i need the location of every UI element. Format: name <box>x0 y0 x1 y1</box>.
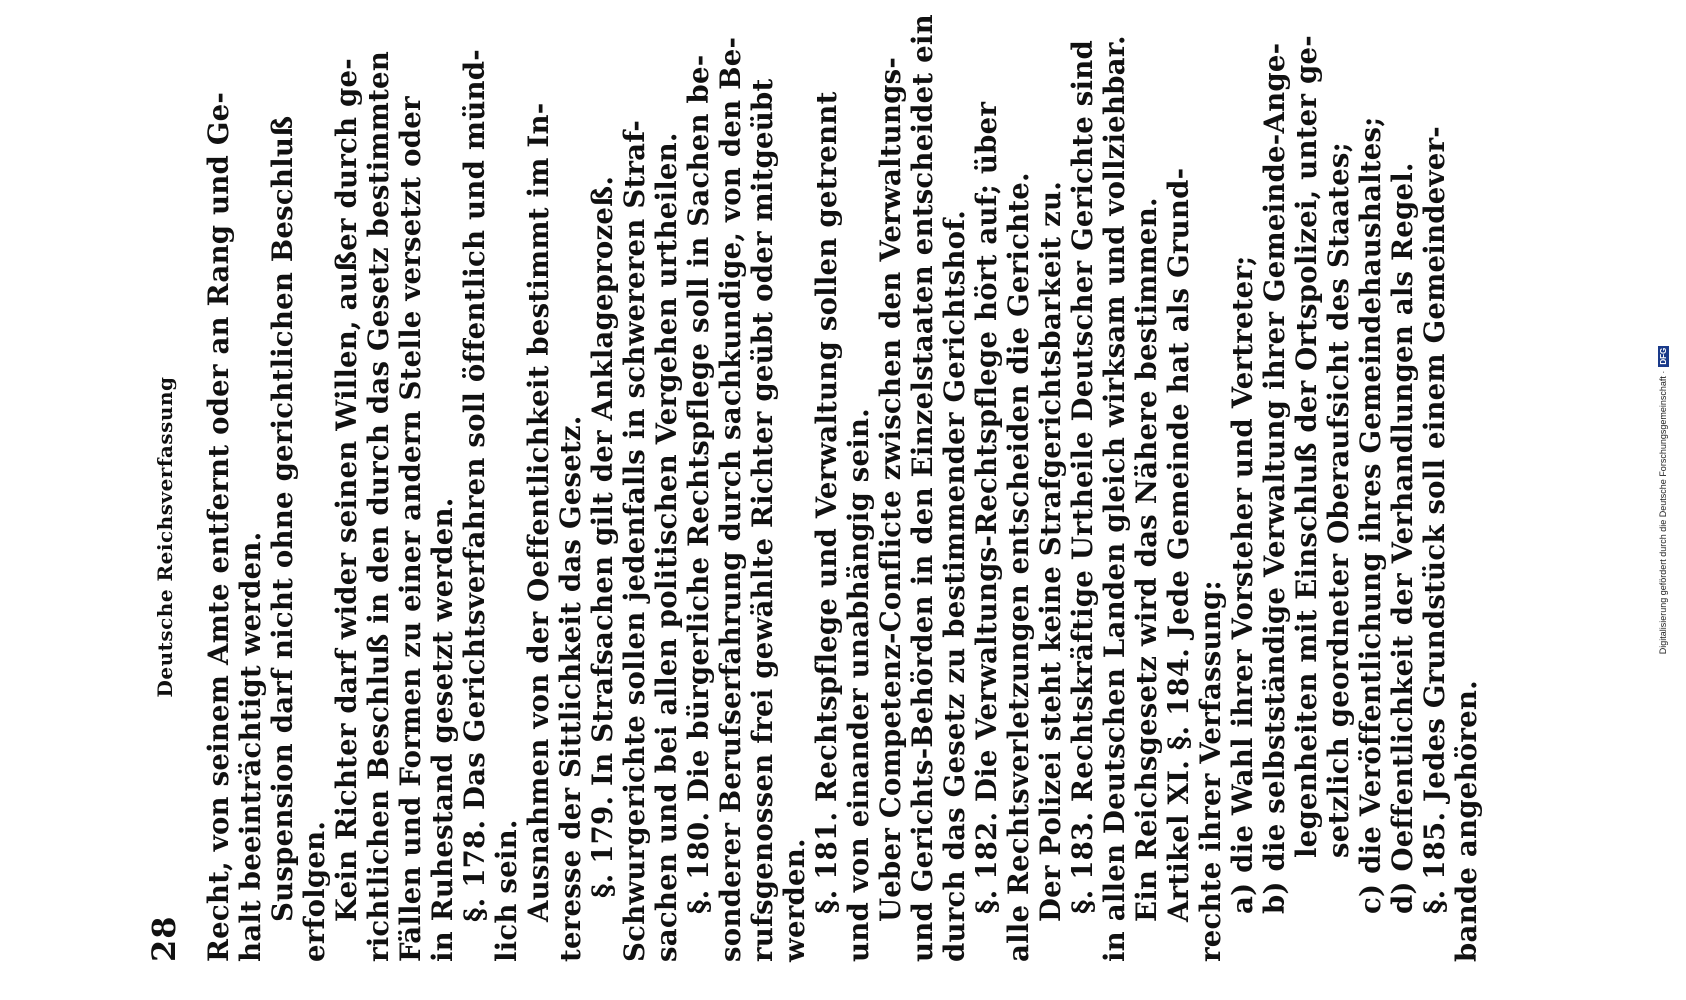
text-line: §. 181. Rechtspflege und Verwaltung sollen getrennt <box>810 91 843 914</box>
text-line: halt beeinträchtigt werden. <box>234 531 267 962</box>
dfg-logo: DFG <box>1659 347 1668 365</box>
text-line: legenheiten mit Einschluß der Ortspolizei, unter ge- <box>1290 35 1323 858</box>
text-line: richtlichen Beschluß in den durch das Gesetz bestimmten <box>362 50 395 962</box>
text-line: Der Polizei steht keine Strafgerichtsbarkeit zu. <box>1034 180 1067 922</box>
text-line: teresse der Sittlichkeit das Gesetz. <box>554 415 587 962</box>
text-line: Kein Richter darf wider seinen Willen, außer durch ge- <box>330 58 363 922</box>
text-line: §. 178. Das Gerichtsverfahren soll öffentlich und münd- <box>458 49 491 922</box>
list-item: c) die Veröffentlichung ihres Gemeindehaushaltes; <box>1354 116 1387 914</box>
list-item: d) Oeffentlichkeit der Verhandlungen als Regel. <box>1386 162 1419 914</box>
text-line: bande angehören. <box>1450 680 1483 962</box>
list-item: a) die Wahl ihrer Vorsteher und Vertreter; <box>1226 255 1259 914</box>
text-line: §. 185. Jedes Grundstück soll einem Gemeindever- <box>1418 126 1451 914</box>
body-text <box>202 14 1483 962</box>
text-line: setzlich geordneter Oberaufsicht des Staates; <box>1322 141 1355 858</box>
text-line: Artikel XI. §. 184. Jede Gemeinde hat als Grund- <box>1162 167 1195 922</box>
running-head: Deutsche Reichsverfassung <box>153 376 177 698</box>
text-line: §. 180. Die bürgerliche Rechtspflege soll in Sachen be- <box>682 54 715 914</box>
text-line: Ueber Competenz-Conflicte zwischen den Verwaltungs- <box>874 57 907 922</box>
text-line: lich sein. <box>490 819 523 962</box>
text-line: §. 179. In Strafsachen gilt der Anklageprozeß. <box>586 175 619 898</box>
text-line: und Gerichts-Behörden in den Einzelstaaten entscheidet ein <box>906 14 939 962</box>
text-line: erfolgen. <box>298 820 331 962</box>
text-line: alle Rechtsverletzungen entscheiden die Gerichte. <box>1002 172 1035 962</box>
text-line: sachen und bei allen politischen Vergehen urtheilen. <box>650 132 683 962</box>
text-line: Recht, von seinem Amte entfernt oder an Rang und Ge- <box>202 91 235 962</box>
text-line: §. 183. Rechtskräftige Urtheile Deutscher Gerichte sind <box>1066 40 1099 914</box>
text-line: Suspension darf nicht ohne gerichtlichen Beschluß <box>266 115 299 922</box>
credit-text: Digitalisierung gefördert durch die Deutsche Forschungsgemeinschaft · <box>1658 370 1668 655</box>
text-line: Schwurgerichte sollen jedenfalls in schwereren Straf- <box>618 120 651 962</box>
text-line: in Ruhestand gesetzt werden. <box>426 497 459 962</box>
text-line: werden. <box>778 838 811 962</box>
page-number: 28 <box>145 915 183 962</box>
text-line: Fällen und Formen zu einer andern Stelle versetzt oder <box>394 96 427 962</box>
text-line: rechte ihrer Verfassung: <box>1194 580 1227 962</box>
text-line: in allen Deutschen Landen gleich wirksam und vollziehbar. <box>1098 35 1131 962</box>
text-line: Ausnahmen von der Oeffentlichkeit bestimmt im In- <box>522 102 555 922</box>
text-line: sonderer Berufserfahrung durch sachkundige, von den Be- <box>714 36 747 962</box>
rotated-page <box>145 14 1483 962</box>
text-line: Ein Reichsgesetz wird das Nähere bestimmen. <box>1130 197 1163 922</box>
text-line: und von einander unabhängig sein. <box>842 408 875 962</box>
list-item: b) die selbstständige Verwaltung ihrer Gemeinde-Ange- <box>1258 42 1291 914</box>
page-header <box>145 112 203 962</box>
text-line: durch das Gesetz zu bestimmender Gerichtshof. <box>938 209 971 962</box>
text-line: §. 182. Die Verwaltungs-Rechtspflege hört auf; über <box>970 101 1003 914</box>
text-line: rufsgenossen frei gewählte Richter geübt oder mitgeübt <box>746 78 779 962</box>
